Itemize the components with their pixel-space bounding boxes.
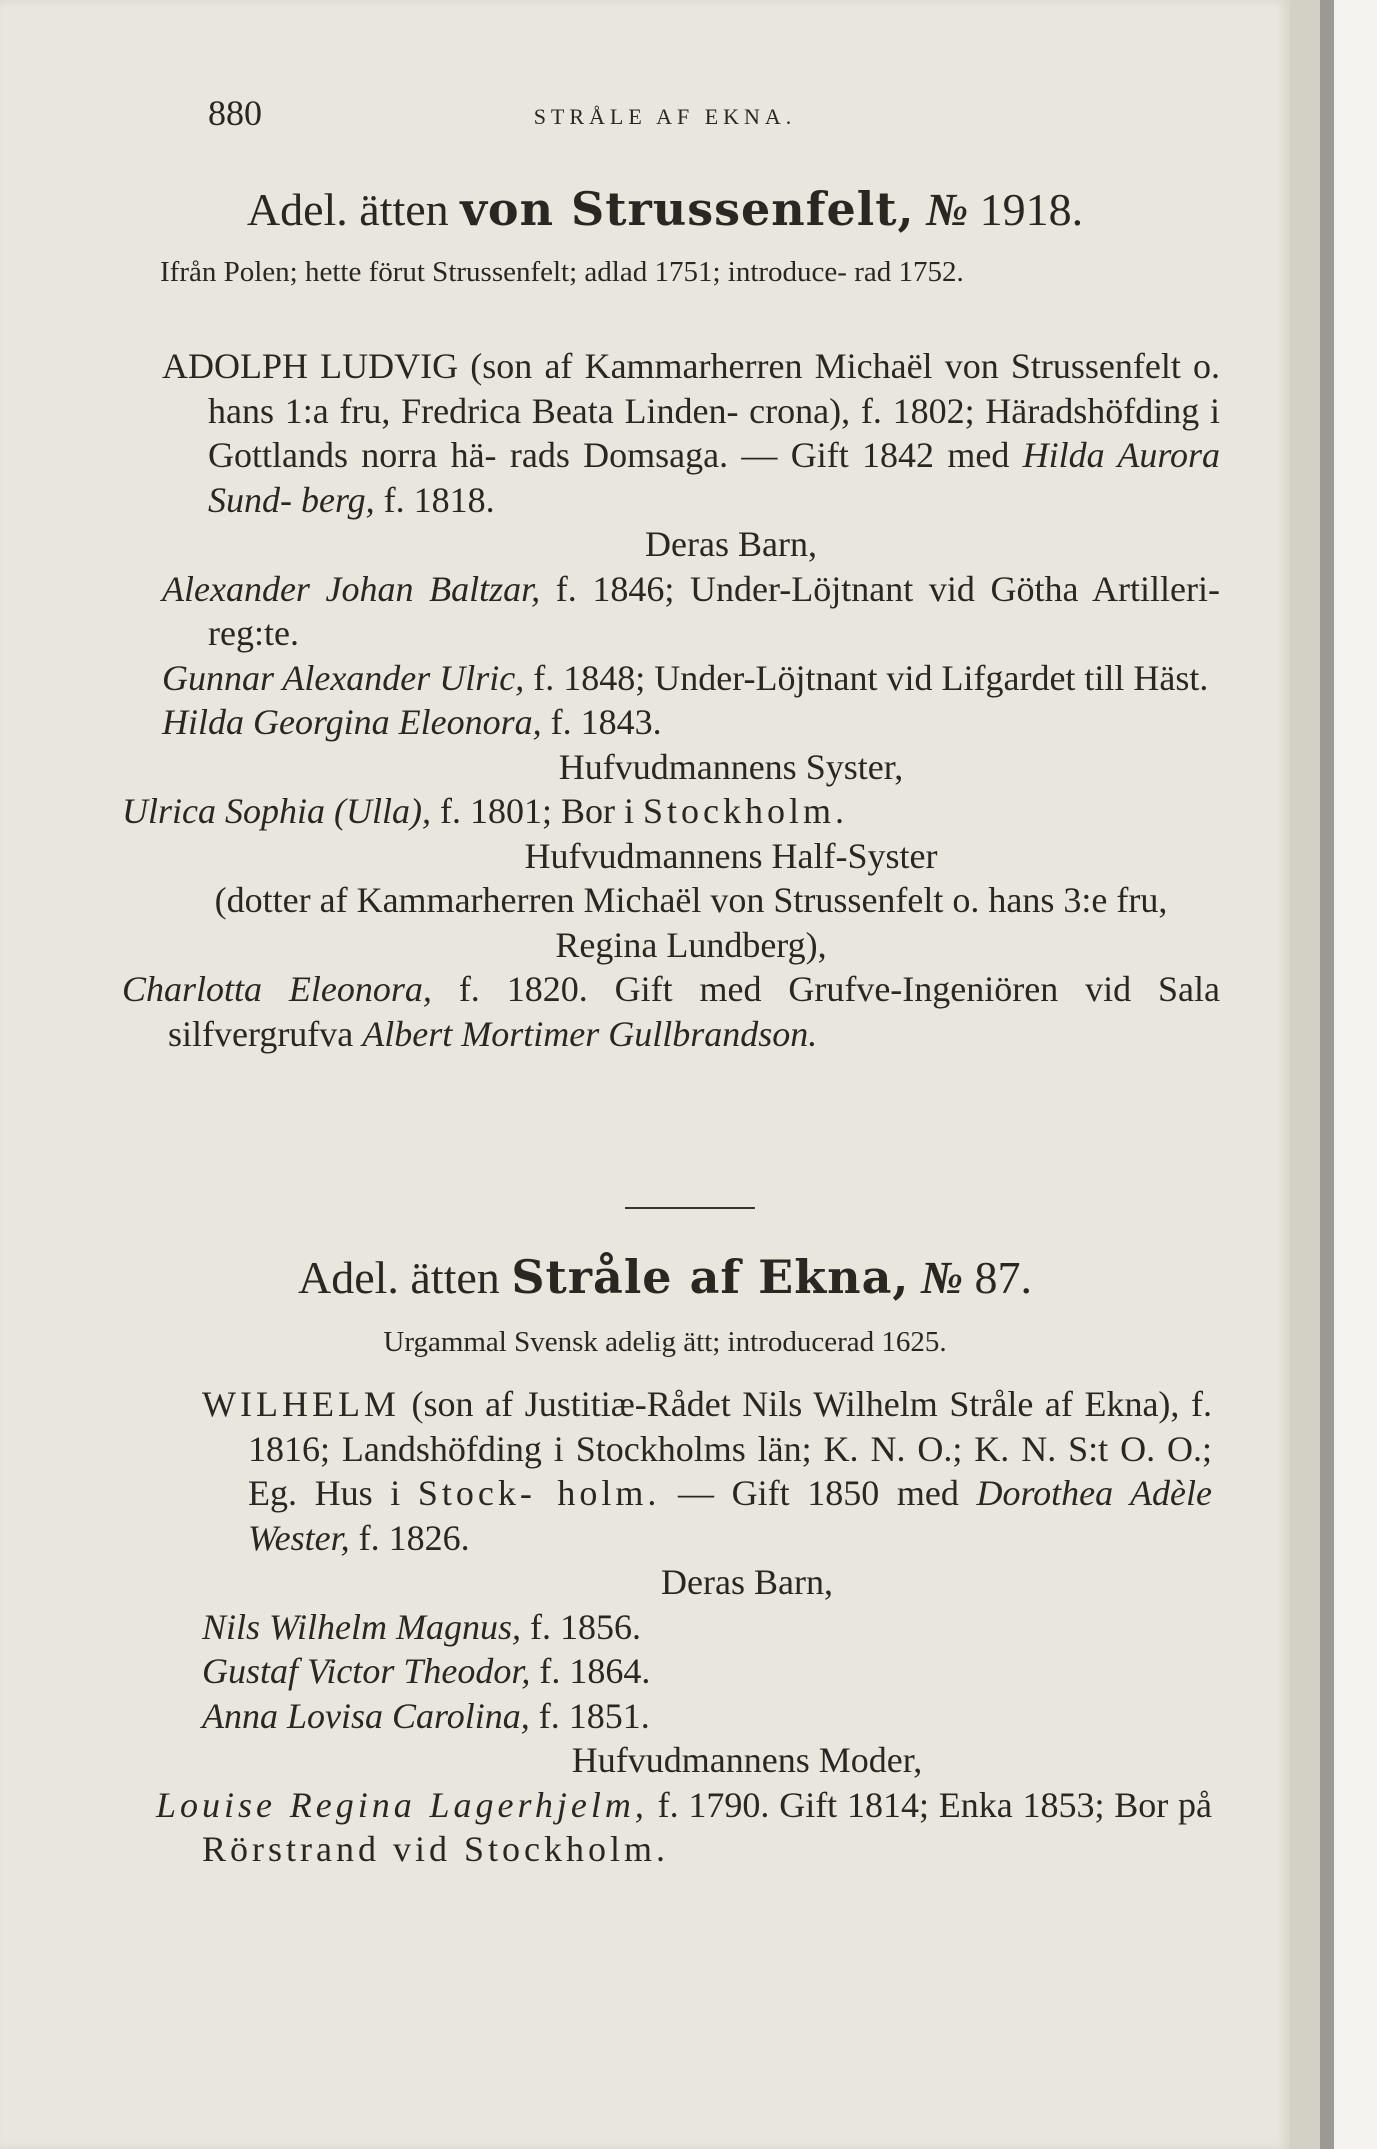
child-entry: Anna Lovisa Carolina, f. 1851. — [202, 1695, 650, 1736]
section-divider — [625, 1207, 755, 1209]
child-entry: Gustaf Victor Theodor, f. 1864. — [202, 1651, 651, 1691]
section-body-strale-af-ekna — [156, 1382, 1213, 1872]
sister-label: Hufvudmannens Syster, — [558, 746, 904, 787]
section-subtitle-strale-af-ekna: Urgammal Svensk adelig ätt; introducerad 1625. — [383, 1326, 947, 1358]
child-entry: Hilda Georgina Eleonora, f. 1843. — [162, 702, 662, 742]
halfsister-note: (dotter af Kammarherren Michaël von Strussenfelt o. hans 3:e fru, Regina Lundberg), — [214, 880, 1168, 965]
mother-label: Hufvudmannens Moder, — [571, 1740, 923, 1780]
children-label: Deras Barn, — [661, 1562, 833, 1602]
sister-entry: Ulrica Sophia (Ulla), f. 1801; Bor i Stockholm. — [122, 791, 848, 831]
head-entry: WILHELM (son af Justitiæ-Rådet Nils Wilhelm Stråle af Ekna), f. 1816; Landshöfding i Stockholms län; K. N. O.; K. N. S:t O. O.; Eg. Hus i Stock- holm. — Gift 1850 med Dorothea Adèle Wester, f. 1826. — [202, 1384, 1213, 1558]
children-label: Deras Barn, — [645, 524, 817, 564]
running-title: STRÅLE AF EKNA. — [533, 104, 797, 129]
mother-entry: Louise Regina Lagerhjelm, f. 1790. Gift 1814; Enka 1853; Bor på Rörstrand vid Stockholm. — [156, 1784, 1212, 1869]
book-gutter — [1290, 0, 1320, 2149]
section-subtitle-strussenfelt: Ifrån Polen; hette förut Strussenfelt; adlad 1751; introduce- rad 1752. — [160, 256, 964, 288]
child-entry: Gunnar Alexander Ulric, f. 1848; Under-Löjtnant vid Lifgardet till Häst. — [162, 657, 1209, 698]
book-spine-shadow — [1320, 0, 1334, 2149]
child-entry: Alexander Johan Baltzar, f. 1846; Under-Löjtnant vid Götha Artilleri-reg:te. — [162, 568, 1220, 653]
section-body-strussenfelt — [122, 344, 1221, 1056]
background-margin — [1334, 0, 1377, 2149]
page-number: 880 — [208, 93, 262, 133]
halfsister-label: Hufvudmannens Half-Syster — [524, 835, 938, 876]
section-heading-strale-af-ekna: Adel. ätten Stråle af Ekna, № 87. — [298, 1250, 1032, 1304]
section-heading-strussenfelt: Adel. ätten von Strussenfelt, № 1918. — [246, 182, 1084, 236]
halfsister-entry: Charlotta Eleonora, f. 1820. Gift med Grufve-Ingeniören vid Sala silfvergrufva Albert Mortimer Gullbrandson. — [122, 969, 1220, 1054]
child-entry: Nils Wilhelm Magnus, f. 1856. — [202, 1606, 642, 1647]
head-entry: ADOLPH LUDVIG (son af Kammarherren Michaël von Strussenfelt o. hans 1:a fru, Fredrica Beata Linden- crona), f. 1802; Häradshöfding i Gottlands norra hä- rads Domsaga. — Gift 1842 med Hilda Aurora Sund- berg, f. 1818. — [162, 346, 1221, 520]
